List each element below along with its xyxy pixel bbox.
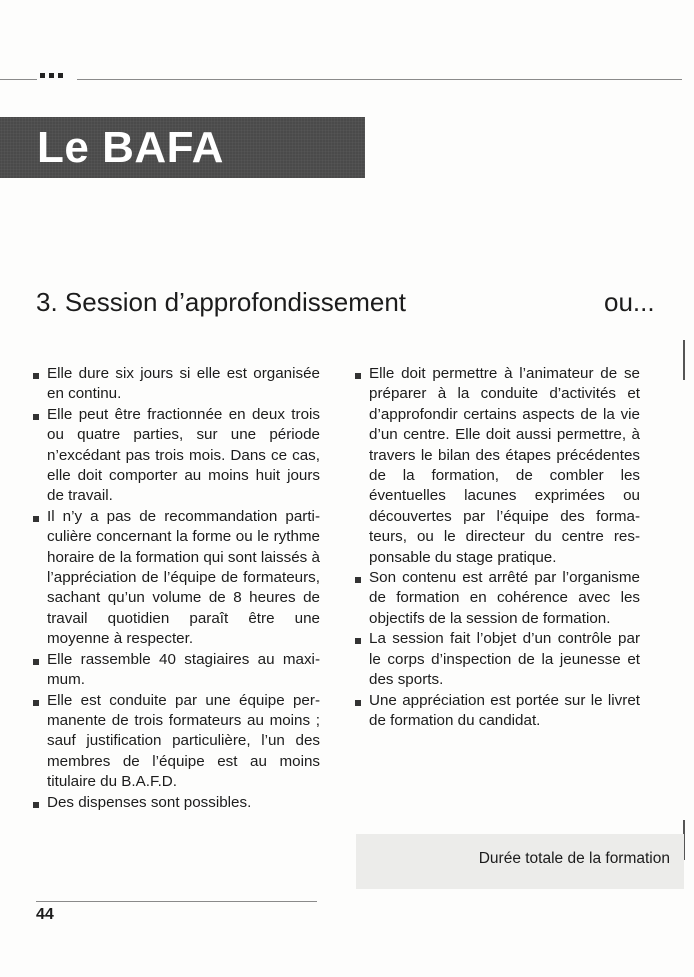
list-item-text: Elle dure six jours si elle est organisée en continu. <box>47 365 320 403</box>
list-item <box>355 629 640 690</box>
list-item-text: Elle peut être fractionnée en deux trois ou quatre parties, sur une période n’excédant pas trois mois. Dans ce cas, elle doit comporter au moins huit jours de travail. <box>47 405 320 505</box>
square-bullet-icon <box>33 414 39 420</box>
right-column <box>355 364 640 731</box>
square-bullet-icon <box>33 659 39 665</box>
square-bullet-icon <box>355 373 361 379</box>
bottom-rule <box>36 901 317 902</box>
list-item <box>355 691 640 732</box>
list-item-text: Elle est conduite par une équipe permanente de trois formateurs au moins ; sauf justification particulière, l’un des membres de l’équipe est au moins titulaire du B.A.F.D. <box>47 691 320 791</box>
section-title: 3. Session d’approfondissement <box>36 287 407 317</box>
list-item <box>33 650 320 691</box>
left-column <box>33 364 320 813</box>
top-rule-right <box>77 79 682 80</box>
list-item <box>355 568 640 629</box>
list-item-text: Une appréciation est portée sur le livret de formation du candidat. <box>369 691 640 729</box>
square-bullet-icon <box>355 638 361 644</box>
duration-box-label: Durée totale de la formation <box>478 850 670 867</box>
square-bullet-icon <box>33 802 39 808</box>
square-bullet-icon <box>33 700 39 706</box>
list-item-text: Elle rassemble 40 stagiaires au maximum. <box>47 650 320 689</box>
square-bullet-icon <box>355 700 361 706</box>
duration-box <box>356 834 684 889</box>
square-bullet-icon <box>33 516 39 522</box>
dot <box>40 73 45 78</box>
dot <box>58 73 63 78</box>
page-edge-mark <box>683 340 685 380</box>
list-item <box>33 793 320 813</box>
list-item-text: La session fait l’objet d’un contrôle par le corps d’inspection de la jeunesse et des sports. <box>369 630 640 689</box>
top-rule-left <box>0 79 37 80</box>
banner-title: Le BAFA <box>37 123 224 172</box>
list-item <box>33 405 320 507</box>
list-item-text: Son contenu est arrêté par l’organisme de formation en cohérence avec les objectifs de la session de formation. <box>369 569 640 627</box>
list-item-text: Il n’y a pas de recommandation particulière concernant la forme ou le rythme horaire de la formation qui sont laissés à l’appréciation de l’équipe de formateurs, sachant qu’un volume de 8 heures de travail quotidien paraît être une moyenne à respecter. <box>47 507 320 648</box>
dot <box>49 73 54 78</box>
square-bullet-icon <box>355 577 361 583</box>
list-item <box>33 364 320 405</box>
list-item <box>33 691 320 793</box>
list-item <box>33 507 320 650</box>
list-item <box>355 364 640 568</box>
list-item-text: Elle doit permettre à l’animateur de se préparer à la conduite d’activités et d’approfondir certains aspects de la vie d’un centre. Elle doit aussi permettre, à travers le bilan des étapes précédentes de la formation, de combler les éventuelles lacunes exprimées ou découvertes par l’équipe des formateurs, ou le directeur du centre responsable du stage pratique. <box>369 365 640 566</box>
square-bullet-icon <box>33 373 39 379</box>
ornament-dots-icon <box>40 73 63 78</box>
page-number: 44 <box>36 906 54 923</box>
section-suffix: ou... <box>604 287 655 317</box>
list-item-text: Des dispenses sont possibles. <box>47 793 252 811</box>
